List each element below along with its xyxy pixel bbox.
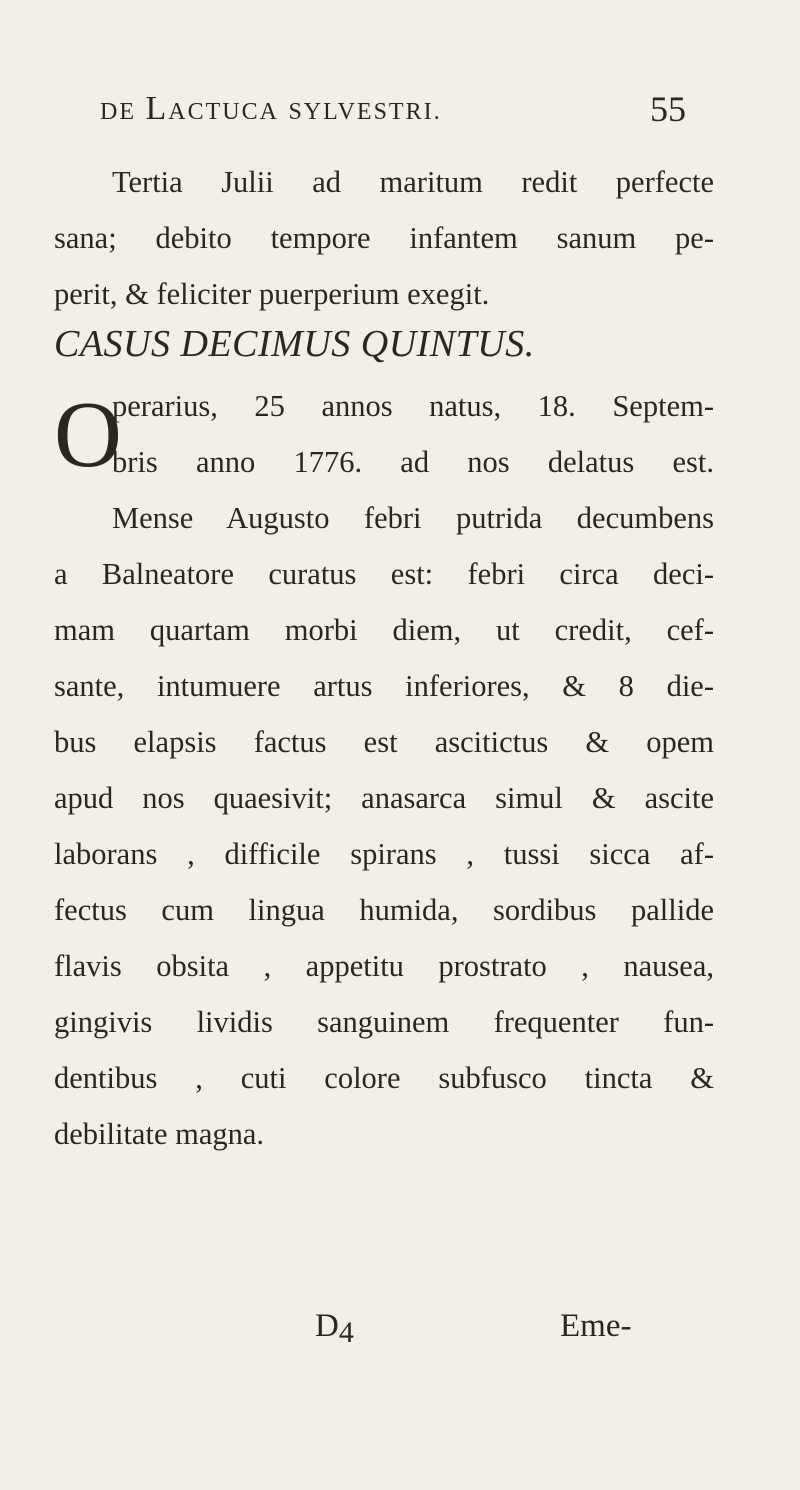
signature-mark	[315, 1308, 354, 1350]
catchword: Eme-	[560, 1308, 632, 1344]
signature-number: 4	[338, 1316, 354, 1349]
text-line: a Balneatore curatus est: febri circa deci-	[54, 557, 714, 591]
page-number: 55	[650, 89, 686, 129]
running-title	[100, 90, 442, 128]
drop-cap: O	[54, 383, 122, 487]
running-title-lactuca-rest: ACTUCA	[168, 99, 279, 125]
text-line: sana; debito tempore infantem sanum pe-	[54, 221, 714, 255]
text-line: Mense Augusto febri putrida decumbens	[112, 501, 714, 535]
text-line: flavis obsita , appetitu prostrato , nausea,	[54, 949, 714, 983]
running-head	[100, 84, 700, 134]
paragraph-case-fifteen	[54, 378, 714, 1162]
signature-letter: D	[315, 1308, 339, 1344]
text-line: dentibus , cuti colore subfusco tincta &	[54, 1061, 714, 1095]
text-line: mam quartam morbi diem, ut credit, cef-	[54, 613, 714, 647]
text-line: bus elapsis factus est ascitictus & opem	[54, 725, 714, 759]
section-heading: CASUS DECIMUS QUINTUS.	[54, 323, 535, 365]
text-line: perit, & feliciter puerperium exegit.	[54, 277, 490, 311]
text-line: laborans , difficile spirans , tussi sicca af-	[54, 837, 714, 871]
running-title-de: DE	[100, 99, 136, 125]
text-line: apud nos quaesivit; anasarca simul & ascite	[54, 781, 714, 815]
text-line: gingivis lividis sanguinem frequenter fun-	[54, 1005, 714, 1039]
text-line: bris anno 1776. ad nos delatus est.	[112, 445, 714, 479]
paragraph-closing-case	[54, 154, 714, 322]
text-line: debilitate magna.	[54, 1117, 265, 1151]
text-line: Tertia Julii ad maritum redit perfecte	[112, 165, 714, 199]
running-title-sylvestri: SYLVESTRI.	[288, 99, 442, 125]
running-title-lactuca-initial: L	[145, 90, 169, 127]
text-line: sante, intumuere artus inferiores, & 8 die-	[54, 669, 714, 703]
text-line: perarius, 25 annos natus, 18. Septem-	[112, 389, 714, 423]
text-line: fectus cum lingua humida, sordibus pallide	[54, 893, 714, 927]
